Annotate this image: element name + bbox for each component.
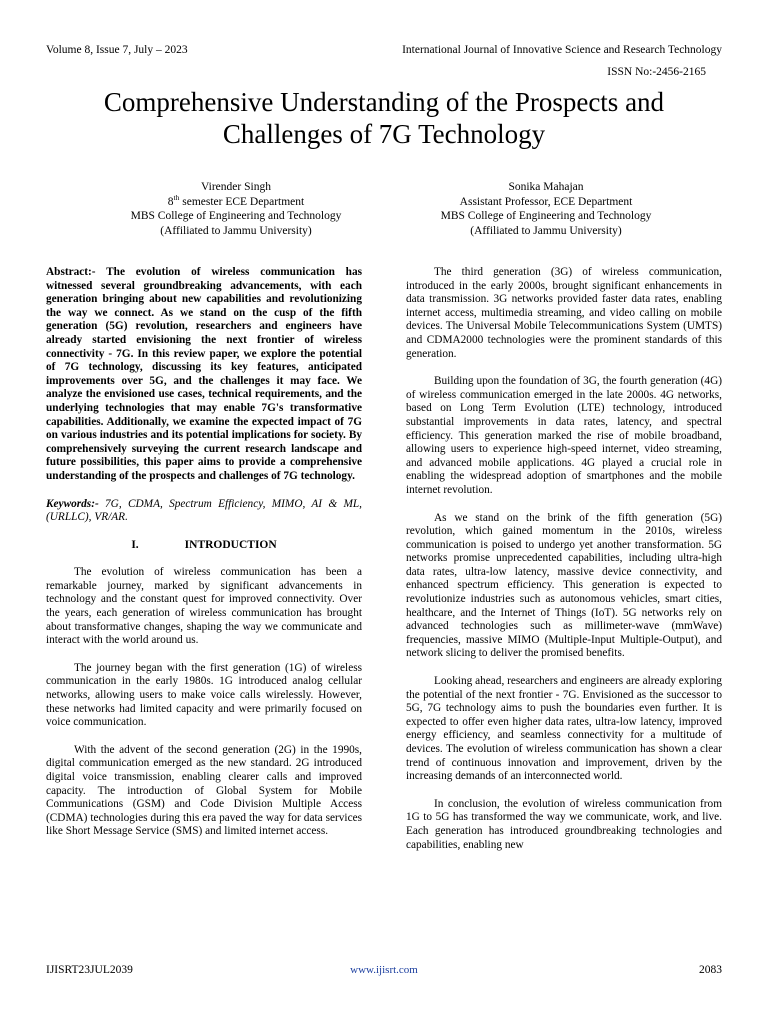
footer-paper-id: IJISRT23JUL2039	[46, 964, 133, 976]
section-heading	[46, 539, 362, 553]
right-column	[406, 266, 722, 866]
header-issn: ISSN No:-2456-2165	[607, 66, 706, 78]
keywords-text: 7G, CDMA, Spectrum Efficiency, MIMO, AI & ML, (URLLC), VR/AR.	[46, 497, 362, 524]
body-paragraph: With the advent of the second generation (2G) in the 1990s, digital communication emerged as the new standard. 2G introduced digital voice transmission, enabling clearer calls and improved capacity. The introduction of Global System for Mobile Communications (GSM) and Code Division Multiple Access (CDMA) technologies during this era paved the way for data services like Short Message Service (SMS) and limited internet access.	[46, 743, 362, 838]
author-name: Sonika Mahajan	[508, 181, 584, 193]
section-number: I.	[131, 538, 139, 551]
author-affiliation: (Affiliated to Jammu University)	[470, 224, 622, 237]
section-title: INTRODUCTION	[184, 538, 277, 551]
header-journal: International Journal of Innovative Science and Research Technology	[402, 44, 722, 56]
author-position: 8th semester ECE Department	[167, 192, 305, 208]
body-paragraph: Building upon the foundation of 3G, the fourth generation (4G) of wireless communication emerged in the late 2000s. 4G networks, based on Long Term Evolution (LTE) technology, introduced substantial improvements in data rates, latency, and spectral efficiency. This generation marked the rise of mobile broadband, allowing users to experience high-speed internet, video streaming, and advanced mobile applications. 4G played a crucial role in enabling the widespread adoption of smartphones and the mobile internet revolution.	[406, 375, 722, 496]
title-line-1: Comprehensive Understanding of the Prospects and	[103, 87, 665, 117]
header-volume: Volume 8, Issue 7, July – 2023	[46, 44, 188, 56]
author-name: Virender Singh	[201, 181, 271, 193]
left-column	[46, 266, 362, 853]
author-college: MBS College of Engineering and Technology	[130, 210, 342, 222]
keywords-label: Keywords:-	[46, 497, 99, 510]
author-college: MBS College of Engineering and Technology	[440, 210, 652, 222]
keywords	[46, 498, 362, 525]
author-block-1	[96, 180, 376, 238]
footer-page-number: 2083	[699, 964, 722, 976]
body-paragraph: Looking ahead, researchers and engineers are already exploring the potential of the next frontier - 7G. Envisioned as the successor to 5G, 7G technology aims to push the boundaries even further. It is expected to offer even higher data rates, ultra-low latency, improved energy efficiency, and seamless connectivity for a multitude of devices. The evolution of wireless communication has shown a clear trend of continuous innovation and improvement, driven by the increasing demands of an interconnected world.	[406, 675, 722, 783]
footer-website-link[interactable]: www.ijisrt.com	[350, 964, 418, 976]
title-line-2: Challenges of 7G Technology	[222, 119, 546, 149]
body-paragraph: The evolution of wireless communication has been a remarkable journey, marked by significant advancements in technology and the constant quest for improved connectivity. Over the years, each generation of wireless communication has brought about transformative changes, shaping the way we communicate and interact with the world around us.	[46, 566, 362, 647]
author-position: Assistant Professor, ECE Department	[459, 195, 633, 208]
author-affiliation: (Affiliated to Jammu University)	[160, 224, 312, 237]
body-paragraph: The journey began with the first generation (1G) of wireless communication in the early 1980s. 1G introduced analog cellular networks, allowing users to make voice calls wirelessly. However, these networks had limited capacity and were primarily focused on voice communication.	[46, 661, 362, 729]
paper-title	[0, 86, 768, 150]
body-paragraph: The third generation (3G) of wireless communication, introduced in the early 2000s, brought significant enhancements in data transmission. 3G networks provided faster data rates, enabling internet access, multimedia streaming, and video calling on mobile devices. The Universal Mobile Telecommunications System (UMTS) and CDMA2000 technologies were the prominent standards of this generation.	[406, 266, 722, 360]
body-paragraph: In conclusion, the evolution of wireless communication from 1G to 5G has transformed the way we communicate, work, and live. Each generation has introduced groundbreaking technologies and capabilities, enabling new	[406, 797, 722, 851]
body-paragraph: As we stand on the brink of the fifth generation (5G) revolution, which gained momentum in the 2010s, wireless communication is poised to undergo yet another transformation. 5G networks promise unprecedented capabilities, including ultra-high data rates, ultra-low latency, massive device connectivity, and enhanced spectrum efficiency. This generation is expected to revolutionize industries such as autonomous vehicles, smart cities, healthcare, and the Internet of Things (IoT). 5G networks rely on advanced technologies such as millimeter-wave (mmWave) frequencies, massive MIMO (Multiple-Input Multiple-Output), and network slicing to deliver the promised benefits.	[406, 511, 722, 660]
author-block-2	[396, 180, 696, 238]
abstract: Abstract:- The evolution of wireless communication has witnessed several groundbreaking advancements, with each generation bringing about new capabilities and revolutionizing the way we connect. As we stand on the cusp of the fifth generation (5G) revolution, researchers and engineers have already started envisioning the next frontier of wireless connectivity - 7G. In this review paper, we explore the potential of 7G technology, discussing its key features, anticipated improvements over 5G, and the challenges it may face. We analyze the envisioned use cases, technical requirements, and the underlying technologies that may enable 7G's transformative capabilities. Additionally, we examine the expected impact of 7G on various industries and its potential implications for society. By comprehensively surveying the current research landscape and future possibilities, this paper aims to provide a comprehensive understanding of the prospects and challenges of 7G technology.	[46, 266, 362, 482]
